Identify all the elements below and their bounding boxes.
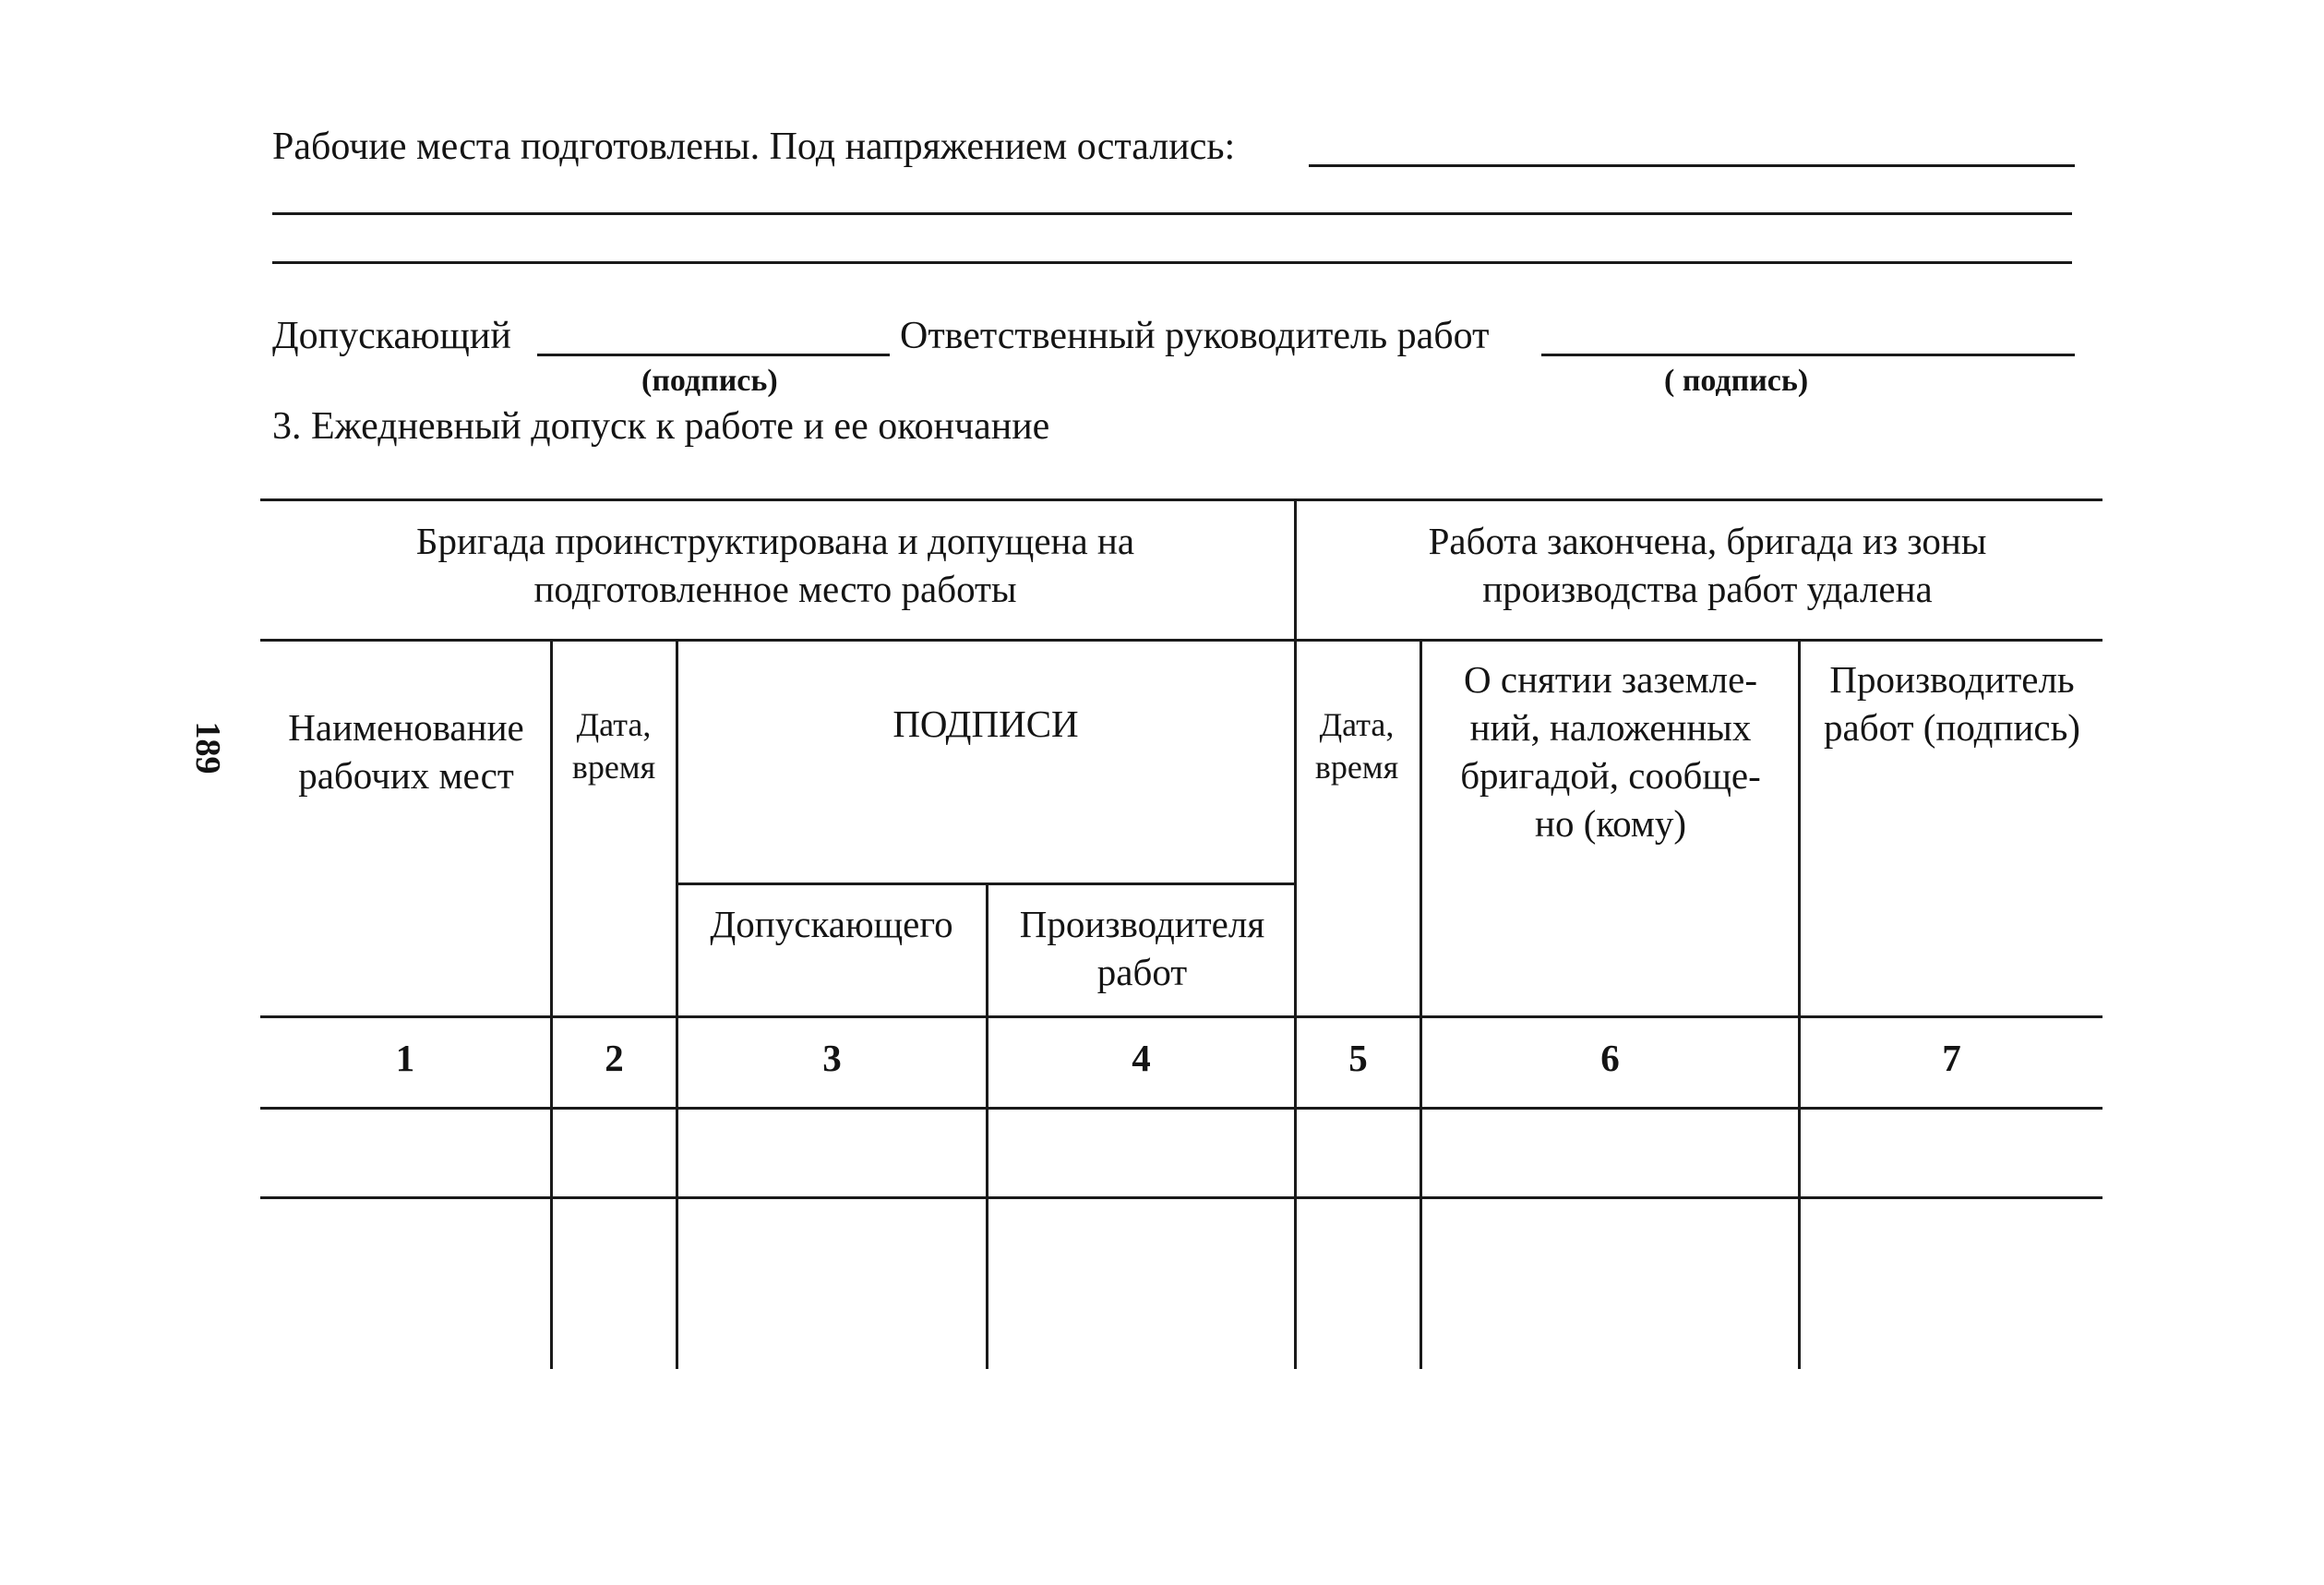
manager-label: Ответственный руководитель работ: [900, 315, 1490, 357]
col-number-6: 6: [1600, 1037, 1620, 1079]
signature-hint-left: (подпись): [641, 364, 778, 398]
header-group-divider: [260, 639, 2102, 642]
page-number: 189: [188, 721, 227, 774]
group-header-admitted: Бригада проинструктирована и допущена на подготовленное место работы: [415, 520, 1135, 610]
table-row-1[interactable]: [260, 1110, 2102, 1196]
header-bottom-border: [260, 1015, 2102, 1018]
col-header-sig-producer: Производителя работ: [1019, 903, 1265, 993]
col-number-4: 4: [1132, 1037, 1151, 1079]
col-number-3: 3: [822, 1037, 842, 1079]
signature-hint-right: ( подпись): [1664, 364, 1809, 398]
admitter-label: Допускающий: [272, 315, 511, 357]
col-number-1: 1: [395, 1037, 415, 1079]
live-parts-fill-line-2[interactable]: [272, 212, 2072, 215]
table-row-2[interactable]: [260, 1199, 2102, 1369]
col-number-2: 2: [605, 1037, 624, 1079]
table-top-border: [260, 498, 2102, 501]
live-parts-fill-line-1[interactable]: [1309, 164, 2075, 167]
manager-signature-line[interactable]: [1541, 354, 2075, 356]
section-title: 3. Ежедневный допуск к работе и ее окончание: [272, 405, 1050, 448]
group-header-finished: Работа закончена, бригада из зоны производства работ удалена: [1428, 520, 1987, 610]
col-number-7: 7: [1942, 1037, 1961, 1079]
col-header-datetime-2: Дата, время: [1314, 706, 1399, 786]
live-parts-fill-line-3[interactable]: [272, 261, 2072, 264]
col-header-producer-signature: Производитель работ (подпись): [1824, 658, 2080, 749]
live-parts-label: Рабочие места подготовлены. Под напряжением остались:: [272, 126, 1236, 168]
col-header-signatures: ПОДПИСИ: [892, 702, 1079, 745]
col-number-5: 5: [1348, 1037, 1368, 1079]
col-header-grounding-removal: О снятии заземле- ний, наложенных бригадой, сообще- но (кому): [1460, 658, 1761, 845]
col-header-sig-admitter: Допускающего: [710, 903, 953, 945]
col-header-datetime-1: Дата, время: [571, 706, 656, 786]
admitter-signature-line[interactable]: [537, 354, 890, 356]
col-header-workplace-names: Наименование рабочих мест: [288, 706, 524, 797]
